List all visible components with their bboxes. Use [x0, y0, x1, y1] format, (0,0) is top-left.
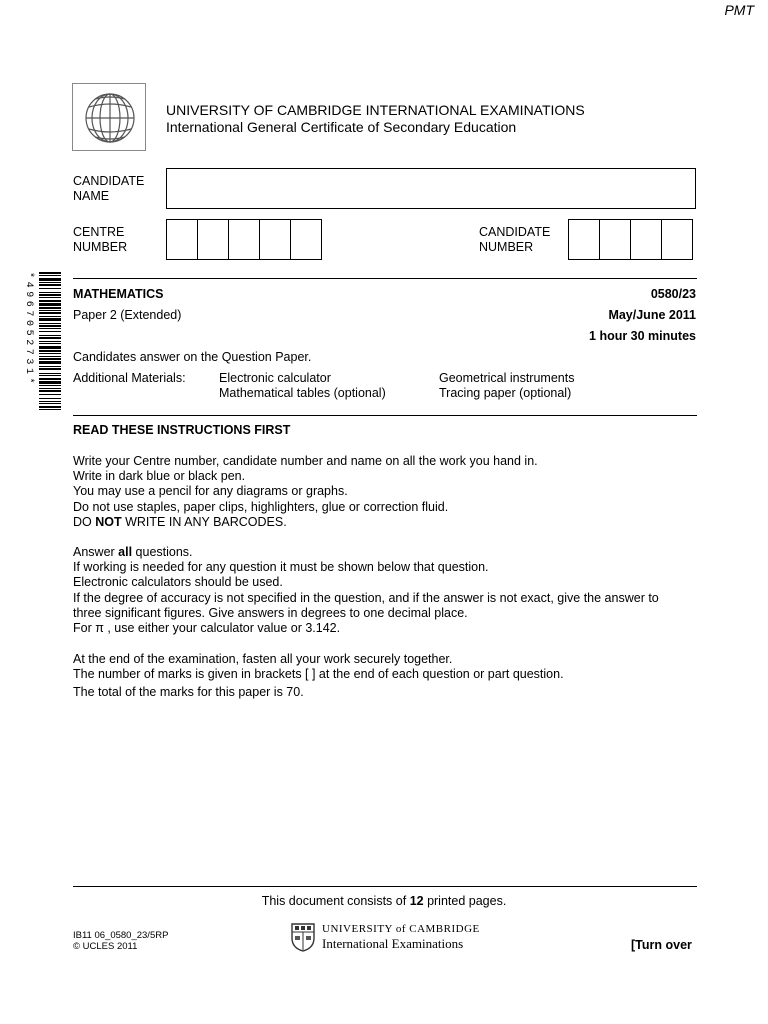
- candidate-name-field[interactable]: [166, 168, 696, 209]
- instruction-text: questions.: [132, 545, 193, 559]
- candidate-digit-box[interactable]: [630, 219, 662, 260]
- candidate-digit-box[interactable]: [661, 219, 693, 260]
- instruction-line: For π , use either your calculator value or 3.142.: [73, 621, 341, 636]
- page-count: [0, 894, 768, 908]
- instruction-line: Electronic calculators should be used.: [73, 575, 283, 590]
- centre-number-field[interactable]: [166, 219, 321, 260]
- syllabus-code: 0580/23: [650, 287, 696, 301]
- instruction-text: WRITE IN ANY BARCODES.: [121, 514, 287, 529]
- cambridge-crest-icon: [290, 922, 316, 952]
- page-count-text: printed pages.: [423, 894, 507, 908]
- divider: [73, 415, 697, 416]
- candidate-digit-box[interactable]: [599, 219, 631, 260]
- material-item: Geometrical instruments: [439, 371, 575, 385]
- instructions-heading: READ THESE INSTRUCTIONS FIRST: [73, 423, 291, 437]
- paper-name: Paper 2 (Extended): [73, 308, 182, 322]
- candidate-number-label: [479, 225, 550, 255]
- footer-divider: [73, 886, 697, 887]
- instruction-emphasis: all: [118, 545, 133, 559]
- instruction-text: DO: [73, 514, 96, 529]
- footer-reference: [73, 930, 168, 952]
- page-count-text: This document consists of: [261, 894, 410, 908]
- page-count-number: 12: [409, 894, 424, 908]
- instruction-line: If working is needed for any question it must be shown below that question.: [73, 560, 489, 575]
- globe-logo-box: [72, 83, 146, 151]
- centre-digit-box[interactable]: [197, 219, 229, 260]
- instruction-line: three significant figures. Give answers in degrees to one decimal place.: [73, 605, 468, 620]
- answer-note: Candidates answer on the Question Paper.: [73, 350, 312, 364]
- subject-title: MATHEMATICS: [73, 287, 164, 301]
- centre-number-label-line2: NUMBER: [73, 240, 128, 254]
- instructions-block-1: [73, 454, 698, 530]
- candidate-number-label-line2: NUMBER: [479, 240, 534, 254]
- instruction-line: [73, 515, 698, 530]
- instruction-line: Write in dark blue or black pen.: [73, 469, 246, 484]
- instruction-line: The number of marks is given in brackets [ ] at the end of each question or part question.: [73, 667, 564, 682]
- centre-digit-box[interactable]: [166, 219, 198, 260]
- copyright: © UCLES 2011: [73, 941, 138, 952]
- instruction-line: [73, 545, 698, 560]
- instruction-line: If the degree of accuracy is not specified in the question, and if the answer is not exact, give the answer to: [73, 590, 659, 605]
- turn-over: [Turn over: [631, 938, 692, 952]
- paper-reference: IB11 06_0580_23/5RP: [73, 930, 169, 941]
- candidate-name-label: [73, 174, 144, 204]
- centre-number-label-line1: CENTRE: [73, 225, 125, 239]
- instruction-text: Answer: [73, 545, 119, 559]
- instruction-line: At the end of the examination, fasten all your work securely together.: [73, 652, 453, 666]
- cambridge-logo-line1: UNIVERSITY of CAMBRIDGE: [322, 923, 480, 935]
- centre-number-label: [73, 225, 127, 255]
- exam-duration: 1 hour 30 minutes: [589, 329, 696, 343]
- instruction-emphasis: NOT: [95, 514, 122, 529]
- instruction-line: You may use a pencil for any diagrams or graphs.: [73, 484, 348, 499]
- instruction-line: Do not use staples, paper clips, highlighters, glue or correction fluid.: [73, 499, 449, 514]
- centre-digit-box[interactable]: [228, 219, 260, 260]
- centre-digit-box[interactable]: [290, 219, 322, 260]
- board-subtitle: International General Certificate of Secondary Education: [166, 119, 517, 135]
- total-marks: The total of the marks for this paper is 70.: [73, 685, 304, 699]
- candidate-name-label-line1: CANDIDATE: [73, 174, 145, 188]
- instructions-block-3: [73, 652, 698, 682]
- exam-session: May/June 2011: [608, 308, 696, 322]
- instructions-block-2: [73, 545, 698, 636]
- material-item: Mathematical tables (optional): [219, 386, 386, 400]
- barcode-digits: *4967052731*: [23, 272, 34, 388]
- pmt-tag: PMT: [724, 2, 754, 18]
- candidate-number-field[interactable]: [568, 219, 692, 260]
- globe-icon: [81, 91, 139, 145]
- divider: [73, 278, 697, 279]
- material-item: Tracing paper (optional): [439, 386, 572, 400]
- material-item: Electronic calculator: [219, 371, 331, 385]
- instruction-line: Write your Centre number, candidate number and name on all the work you hand in.: [73, 454, 538, 468]
- materials-label: Additional Materials:: [73, 371, 186, 385]
- centre-digit-box[interactable]: [259, 219, 291, 260]
- board-title: UNIVERSITY OF CAMBRIDGE INTERNATIONAL EXAMINATIONS: [166, 102, 585, 118]
- candidate-name-label-line2: NAME: [73, 189, 110, 203]
- candidate-digit-box[interactable]: [568, 219, 600, 260]
- candidate-number-label-line1: CANDIDATE: [479, 225, 551, 239]
- cambridge-logo-line2: International Examinations: [322, 936, 464, 951]
